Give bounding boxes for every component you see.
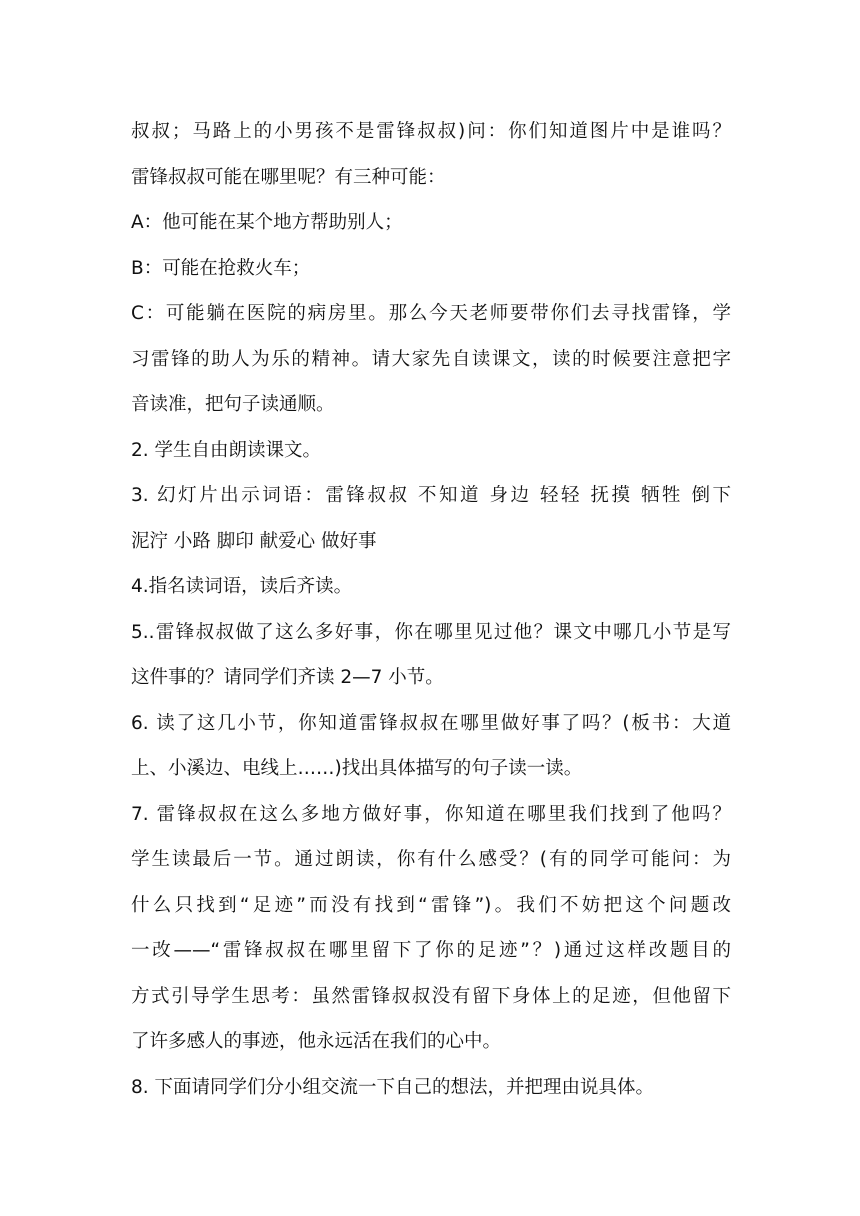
- text-line-13: 这件事的？请同学们齐读 2—7 小节。: [131, 667, 444, 688]
- text-line-3: A：他可能在某个地方帮助别人；: [131, 212, 403, 233]
- text-line-2: 雷锋叔叔可能在哪里呢？有三种可能：: [131, 166, 446, 188]
- text-line-20: 方式引导学生思考：虽然雷锋叔叔没有留下身体上的足迹，但他留下: [131, 985, 731, 1007]
- text-line-19: 一改——“雷锋叔叔在哪里留下了你的足迹”？)通过这样改题目的: [131, 940, 731, 961]
- text-line-15: 上、小溪边、电线上……)找出具体描写的句子读一读。: [131, 758, 583, 779]
- text-line-8: 2. 学生自由朗读课文。: [131, 439, 322, 461]
- document-body: [131, 109, 731, 1110]
- text-line-21: 了许多感人的事迹，他永远活在我们的心中。: [131, 1031, 502, 1052]
- text-line-1: 叔叔；马路上的小男孩不是雷锋叔叔)问：你们知道图片中是谁吗？: [131, 121, 731, 142]
- text-line-11: 4.指名读词语，读后齐读。: [131, 576, 353, 597]
- text-line-5: C：可能躺在医院的病房里。那么今天老师要带你们去寻找雷锋，学: [131, 303, 731, 324]
- text-line-9: 3. 幻灯片出示词语：雷锋叔叔 不知道 身边 轻轻 抚摸 牺牲 倒下: [131, 485, 731, 506]
- text-line-22: 8. 下面请同学们分小组交流一下自己的想法，并把理由说具体。: [131, 1076, 655, 1098]
- text-line-17: 学生读最后一节。通过朗读，你有什么感受？(有的同学可能问：为: [131, 849, 731, 870]
- text-line-6: 习雷锋的助人为乐的精神。请大家先自读课文，读的时候要注意把字: [131, 348, 731, 370]
- text-line-12: 5..雷锋叔叔做了这么多好事，你在哪里见过他？课文中哪几小节是写: [131, 621, 731, 643]
- text-line-7: 音读准，把句子读通顺。: [131, 394, 335, 415]
- text-line-16: 7. 雷锋叔叔在这么多地方做好事，你知道在哪里我们找到了他吗？: [131, 803, 731, 825]
- text-line-10: 泥泞 小路 脚印 献爱心 做好事: [131, 530, 377, 552]
- text-line-14: 6. 读了这几小节，你知道雷锋叔叔在哪里做好事了吗？(板书：大道: [131, 712, 731, 734]
- text-line-18: 什么只找到“足迹”而没有找到“雷锋”)。我们不妨把这个问题改: [131, 894, 731, 916]
- text-line-4: B：可能在抢救火车；: [131, 257, 311, 279]
